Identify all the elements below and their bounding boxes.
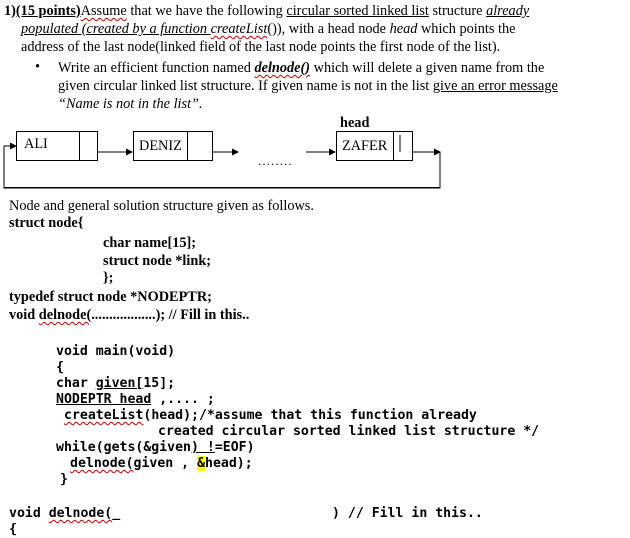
text-underlined: circular sorted linked list [286,3,429,19]
node-label: DENIZ [139,138,182,154]
main-line-2: { [56,360,64,375]
text: that we have the following [126,3,287,19]
footer-brace: { [9,522,17,537]
createlist-word: createList [64,408,144,423]
question-line-3: address of the last node(linked field of the last node points the first node of the list). [21,39,501,55]
question-number: 1) [4,3,16,19]
text: ); // Fill in this.. [155,307,250,323]
text: char [56,376,96,391]
fill-blank: .................. [91,307,156,323]
main-line-4 [56,392,215,408]
head-word: head [389,21,418,37]
text: ,.... ; [151,392,215,407]
createlist-word: createList [210,21,268,37]
struct-close: }; [103,270,114,286]
main-line-5 [64,408,477,424]
text: ()), with a head node [267,21,390,37]
main-line-3 [56,376,175,392]
struct-field-name: char name[15]; [103,235,197,251]
text: =EOF) [214,440,255,455]
main-line-1: void main(void) [56,344,176,359]
text: void [9,307,39,323]
text: which points the [417,21,516,37]
main-line-8 [70,456,253,472]
text: while(gets(&given [56,440,191,455]
text-underlined: give an error message [432,78,558,94]
struct-field-link: struct node *link; [103,253,212,269]
struct-open: struct node{ [9,215,84,231]
text: given , [133,456,198,471]
footer-fill: ) // Fill in this.. [332,506,483,521]
text-underlined: NODEPTR head [56,392,152,407]
text: head); [205,456,253,471]
text-underlined: given[ [95,376,144,391]
divider [4,187,440,188]
text: void [9,506,49,521]
main-line-9: } [60,472,68,487]
main-line-6: created circular sorted linked list structure */ [158,424,540,439]
delnode-prototype [9,306,249,324]
text: which will delete a given name from the [310,60,545,76]
question-points: (15 points) [15,3,81,19]
main-line-7 [56,440,255,456]
text-underlined: ) ! [190,440,215,455]
text: Write an efficient function named [58,60,255,76]
head-label: head [340,115,370,131]
list-arrows [0,0,630,200]
highlighted-ampersand: & [197,456,206,471]
bullet-icon: • [35,59,41,75]
structure-intro: Node and general solution structure given as follows. [9,198,314,214]
delnode-word: delnode( [70,456,134,471]
text: structure [428,3,487,19]
text: given circular linked list structure. If given name is not in the list [58,78,433,94]
text-underlined: already [486,3,530,19]
delnode-word: delnode() [254,60,311,76]
text: 15]; [143,376,176,391]
delnode-word: delnode( [38,307,92,323]
assume-word: Assume [80,3,127,19]
text-underlined: populated (created by a function [21,21,211,37]
delnode-word: delnode( [48,506,113,521]
footer-void [9,506,120,522]
bullet-line-3: “Name is not in the list”. [58,96,203,112]
node-label: ALI [24,136,48,152]
typedef-line: typedef struct node *NODEPTR; [9,289,212,305]
ellipsis-dots: ........ [258,154,293,168]
fill-blank: _ [112,506,121,521]
text: (head);/*assume that this function already [143,408,477,423]
node-label: ZAFER [342,138,388,154]
